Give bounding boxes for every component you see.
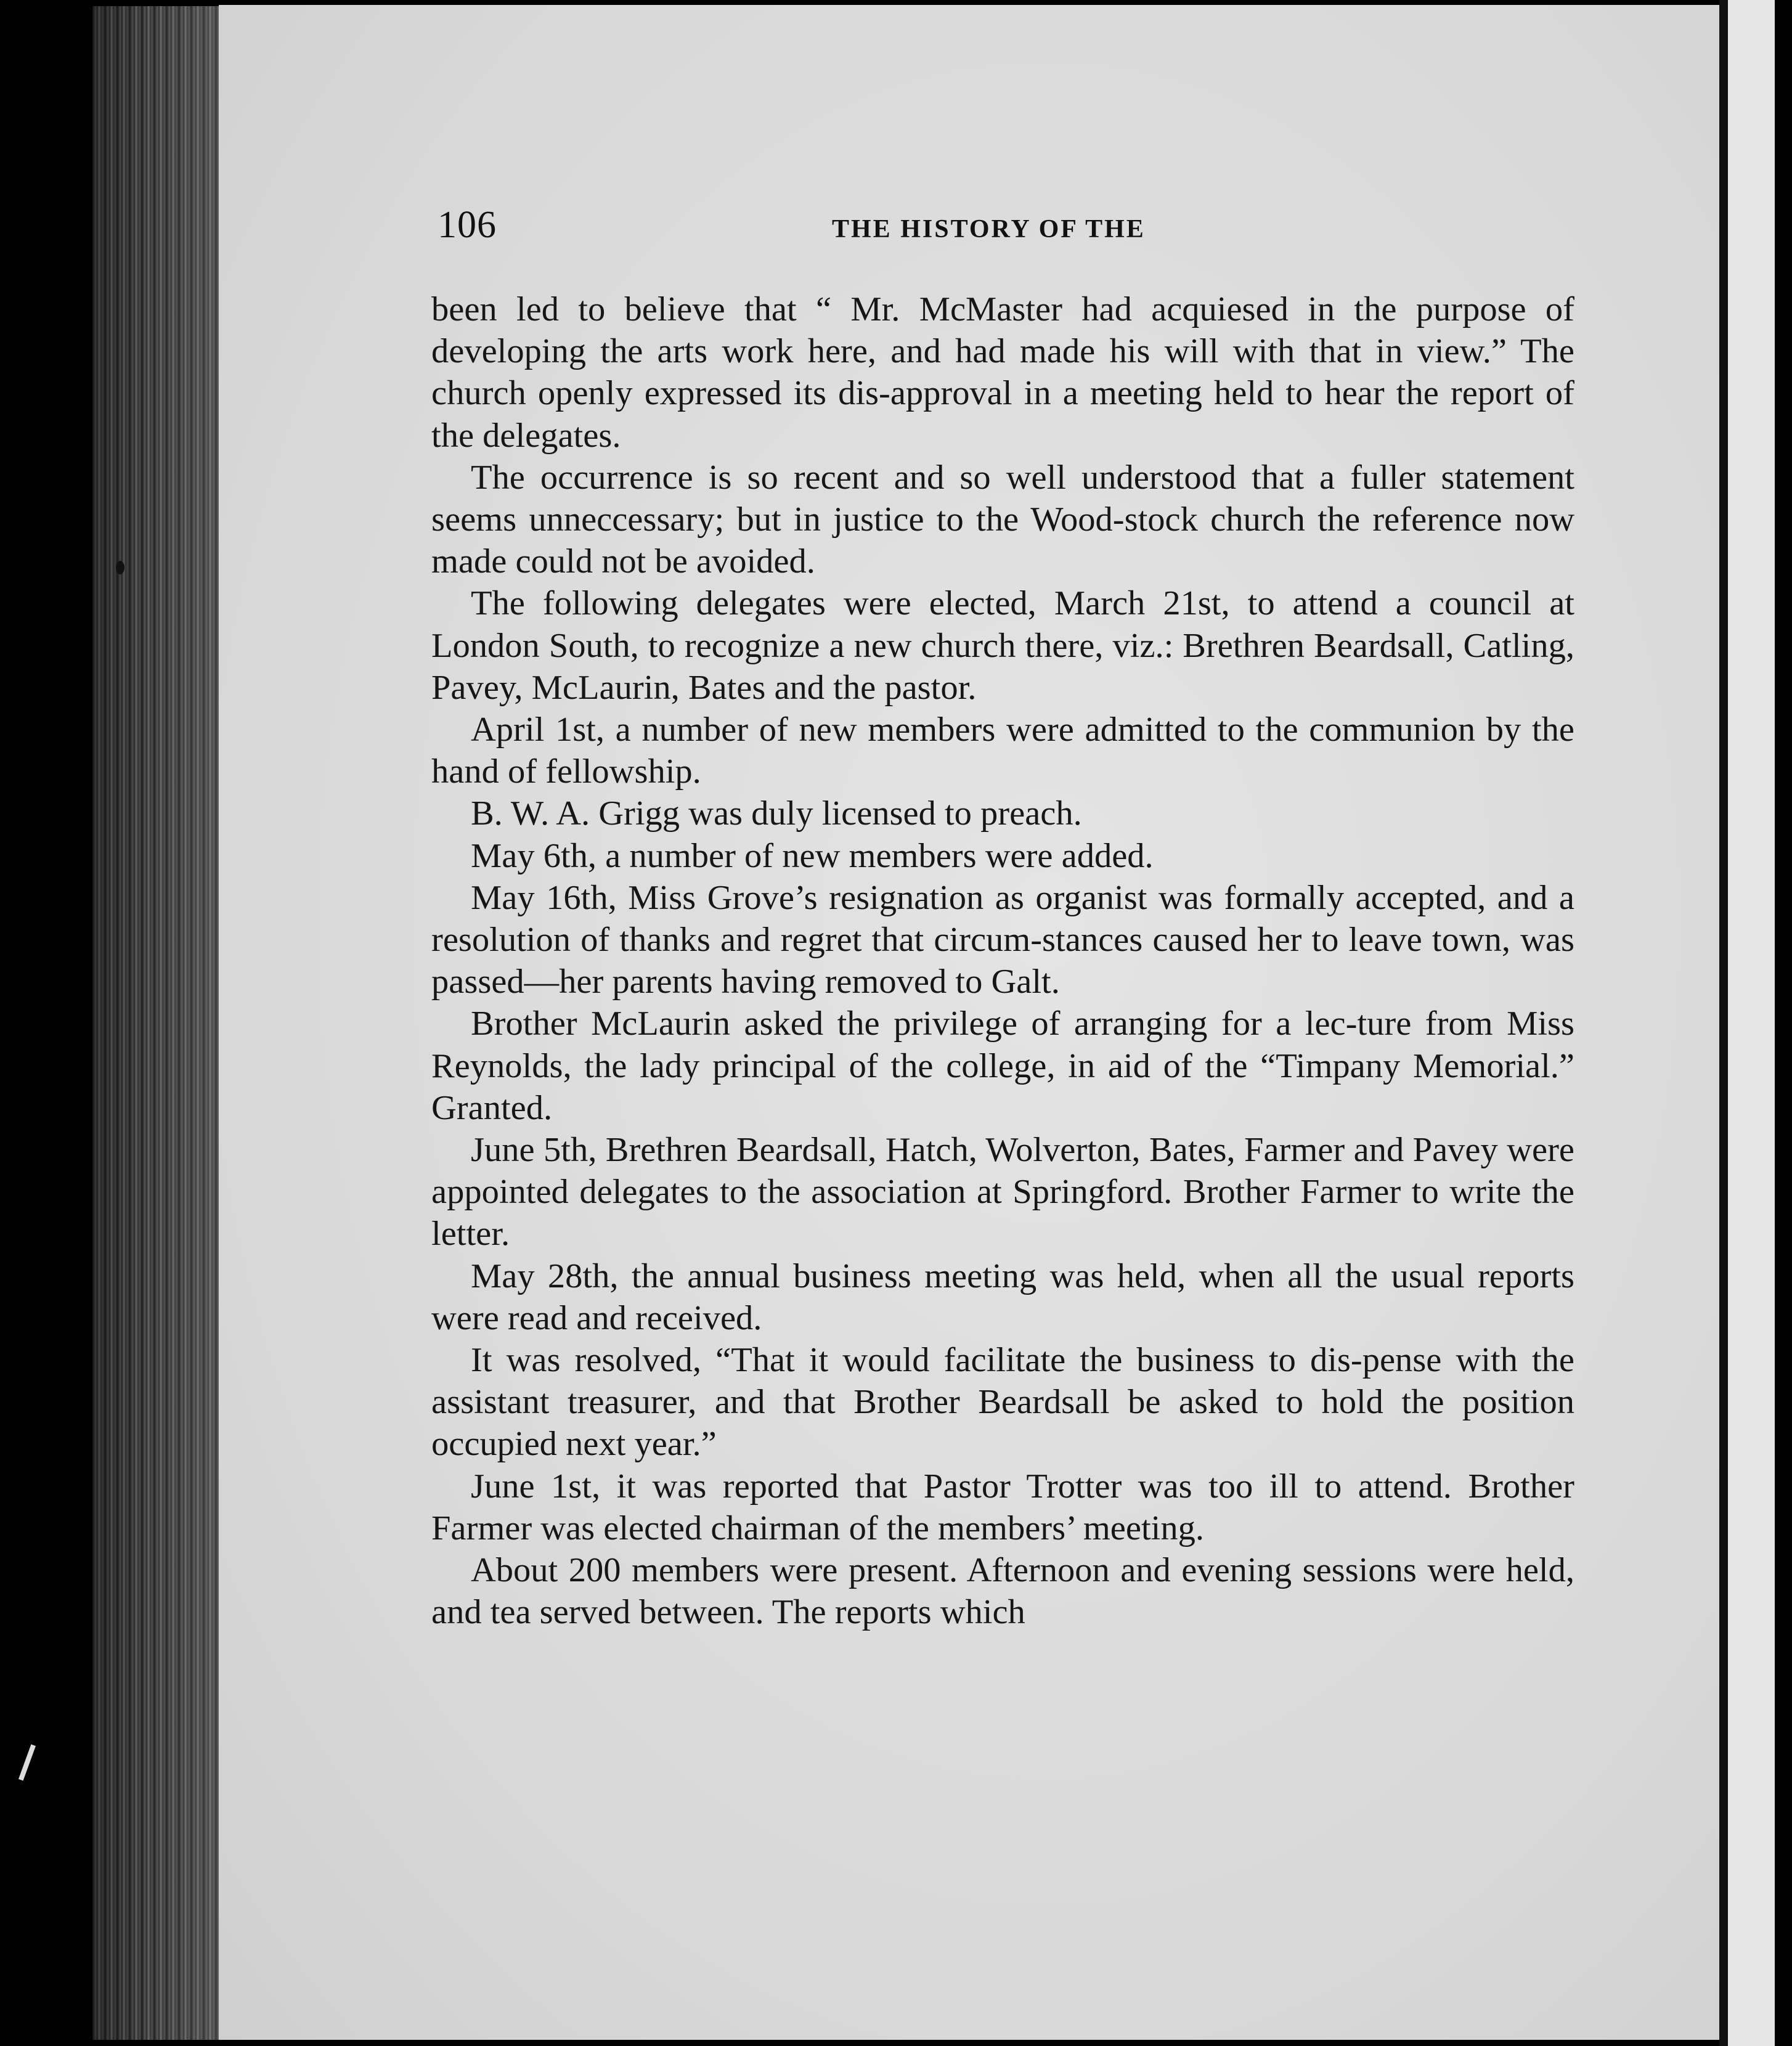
right-gutter bbox=[1719, 0, 1728, 2046]
paragraph: May 6th, a number of new members were added. bbox=[471, 836, 1154, 875]
paragraph: been led to believe that “ Mr. McMaster had acquiesed in the purpose of developing the arts work here, and had made his will with that in view.” The church openly expressed its dis-approval in a meeting held to hear the report of the delegates. bbox=[431, 290, 1574, 455]
paragraph: The occurrence is so recent and so well understood that a fuller statement seems unneccessary; but in justice to the Wood-stock church the reference now made could not be avoided. bbox=[431, 458, 1574, 581]
running-head bbox=[438, 203, 1571, 253]
paragraph: The following delegates were elected, March 21st, to attend a council at London South, to recognize a new church there, viz.: Brethren Beardsall, Catling, Pavey, McLaurin, Bates and the pastor. bbox=[431, 584, 1574, 707]
page-number: 106 bbox=[438, 204, 497, 246]
paragraph: Brother McLaurin asked the privilege of arranging for a lec-ture from Miss Reynolds, the lady principal of the college, in aid of the “Timpany Memorial.” Granted. bbox=[431, 1005, 1574, 1127]
body-text bbox=[431, 288, 1574, 1634]
paragraph: B. W. A. Grigg was duly licensed to preach. bbox=[471, 794, 1082, 833]
paragraph: May 16th, Miss Grove’s resignation as organist was formally accepted, and a resolution of thanks and regret that circum-stances caused her to leave town, was passed—her parents having removed to Galt. bbox=[431, 878, 1574, 1001]
paragraph: April 1st, a number of new members were admitted to the communion by the hand of fellowship. bbox=[431, 711, 1574, 791]
paragraph: June 1st, it was reported that Pastor Trotter was too ill to attend. Brother Farmer was elected chairman of the members’ meeting. bbox=[431, 1467, 1574, 1547]
paragraph: About 200 members were present. Afternoon and evening sessions were held, and tea served between. The reports which bbox=[431, 1551, 1574, 1632]
scan-speck bbox=[116, 561, 124, 574]
paragraph: June 5th, Brethren Beardsall, Hatch, Wolverton, Bates, Farmer and Pavey were appointed delegates to the association at Springford. Brother Farmer to write the letter. bbox=[431, 1131, 1574, 1253]
right-scan-border bbox=[1775, 0, 1792, 2046]
running-title: THE HISTORY OF THE bbox=[832, 215, 1146, 243]
book-page-edges bbox=[92, 6, 219, 2040]
paragraph: It was resolved, “That it would facilitate the business to dis-pense with the assistant treasurer, and that Brother Beardsall be asked to hold the position occupied next year.” bbox=[431, 1341, 1574, 1464]
paragraph: May 28th, the annual business meeting was held, when all the usual reports were read and received. bbox=[431, 1257, 1574, 1337]
